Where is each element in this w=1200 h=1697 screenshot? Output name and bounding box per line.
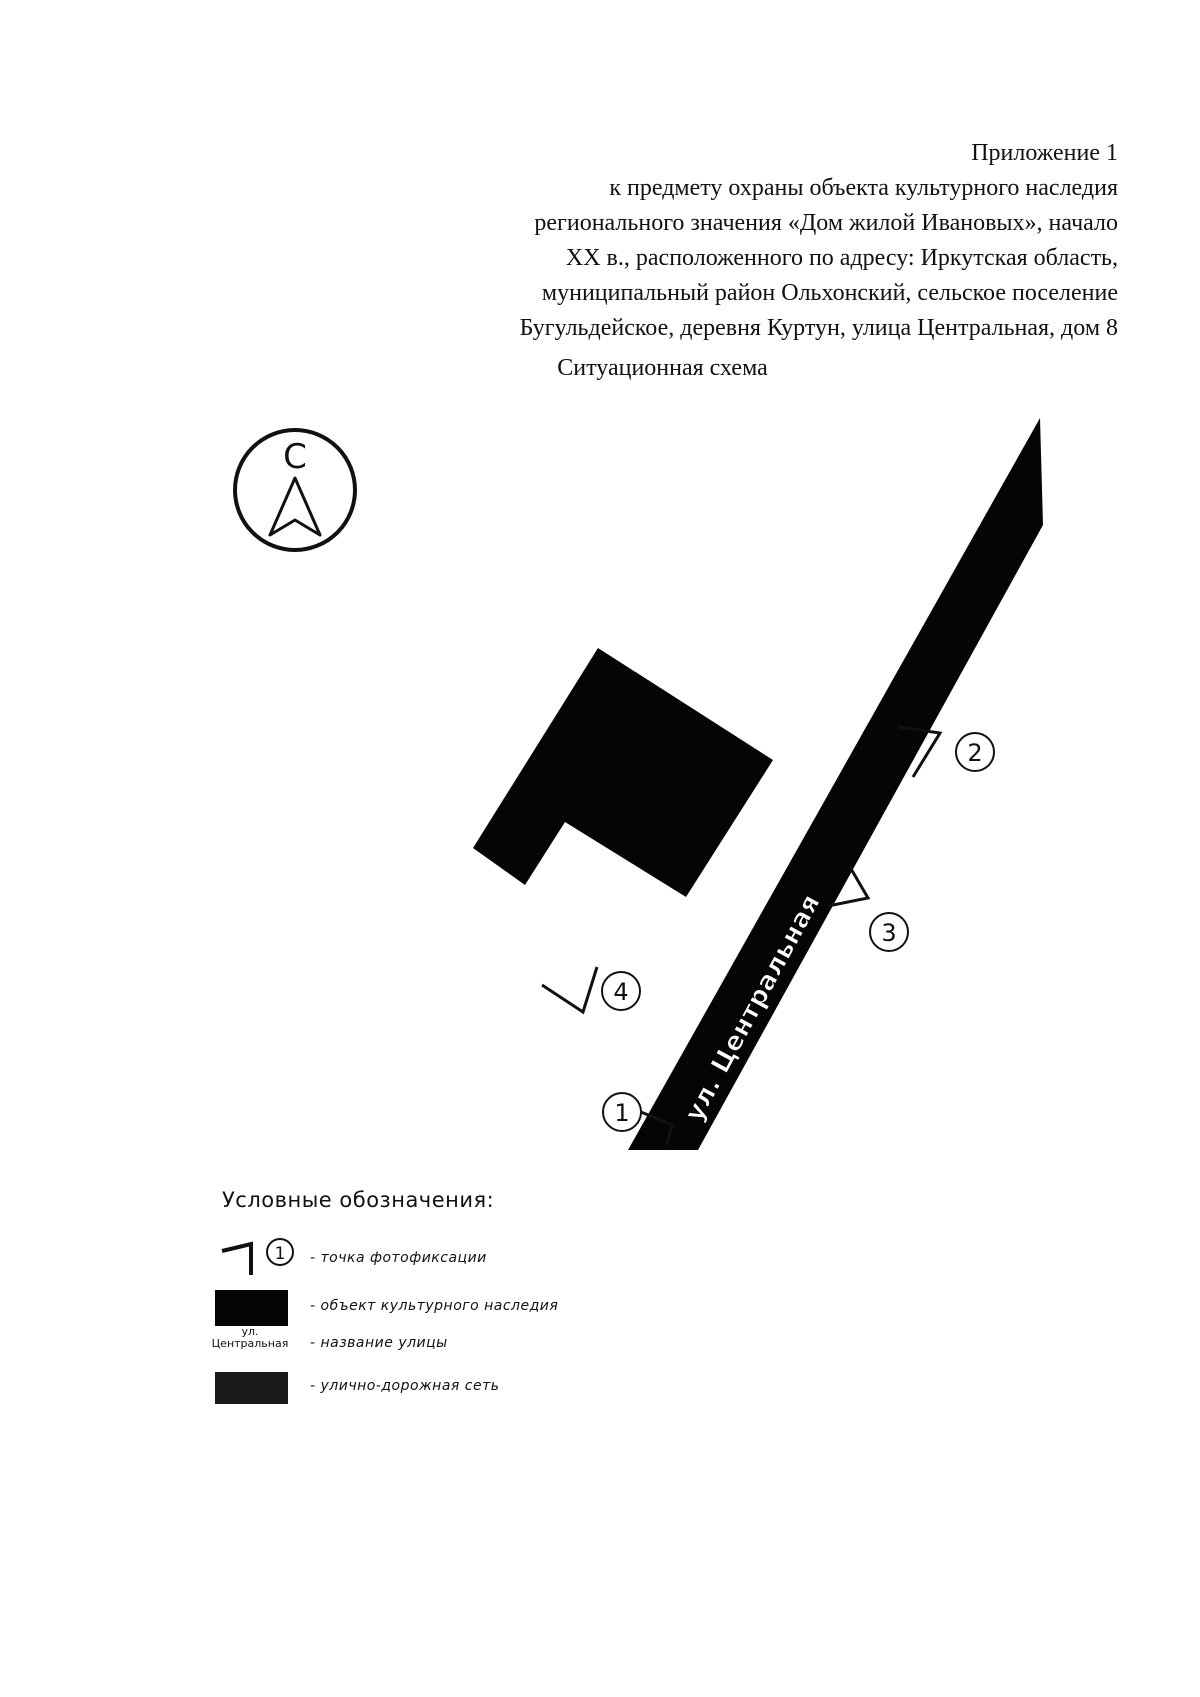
legend-title: Условные обозначения: xyxy=(222,1188,495,1212)
header-line-1: Приложение 1 xyxy=(971,140,1118,166)
legend-heritage-swatch xyxy=(215,1290,288,1326)
north-compass-icon xyxy=(235,430,355,550)
photo-point-2-number: 2 xyxy=(967,739,983,767)
legend-street-name-text: - название улицы xyxy=(310,1335,448,1351)
header-line-2: к предмету охраны объекта культурного наследия xyxy=(609,175,1118,201)
legend-street-sample-line1: ул. xyxy=(241,1325,259,1338)
header-line-3: регионального значения «Дом жилой Ивановых», начало xyxy=(534,210,1118,236)
legend-heritage-text: - объект культурного наследия xyxy=(310,1298,559,1314)
legend-street-name-sample xyxy=(205,1326,295,1350)
photo-point-4-number: 4 xyxy=(613,978,629,1006)
photo-point-1-number: 1 xyxy=(614,1099,630,1127)
legend-photo-point-symbol xyxy=(222,1239,293,1275)
photo-point-3-number: 3 xyxy=(881,919,897,947)
north-label: С xyxy=(283,437,307,477)
legend-road-text: - улично-дорожная сеть xyxy=(310,1378,500,1394)
scheme-title: Ситуационная схема xyxy=(557,355,768,381)
photo-point-4 xyxy=(542,967,640,1012)
legend-street-sample-line2: Центральная xyxy=(211,1337,289,1350)
heritage-building xyxy=(473,648,773,897)
header-line-6: Бугульдейское, деревня Куртун, улица Центральная, дом 8 xyxy=(519,315,1118,341)
street-label: ул. Центральная xyxy=(679,889,827,1127)
legend-photo-point-number: 1 xyxy=(274,1244,286,1264)
header-line-4: XX в., расположенного по адресу: Иркутская область, xyxy=(565,245,1118,271)
legend-photo-point-text: - точка фотофиксации xyxy=(310,1250,487,1266)
legend-road-swatch xyxy=(215,1372,288,1404)
header-line-5: муниципальный район Ольхонский, сельское поселение xyxy=(541,280,1118,306)
